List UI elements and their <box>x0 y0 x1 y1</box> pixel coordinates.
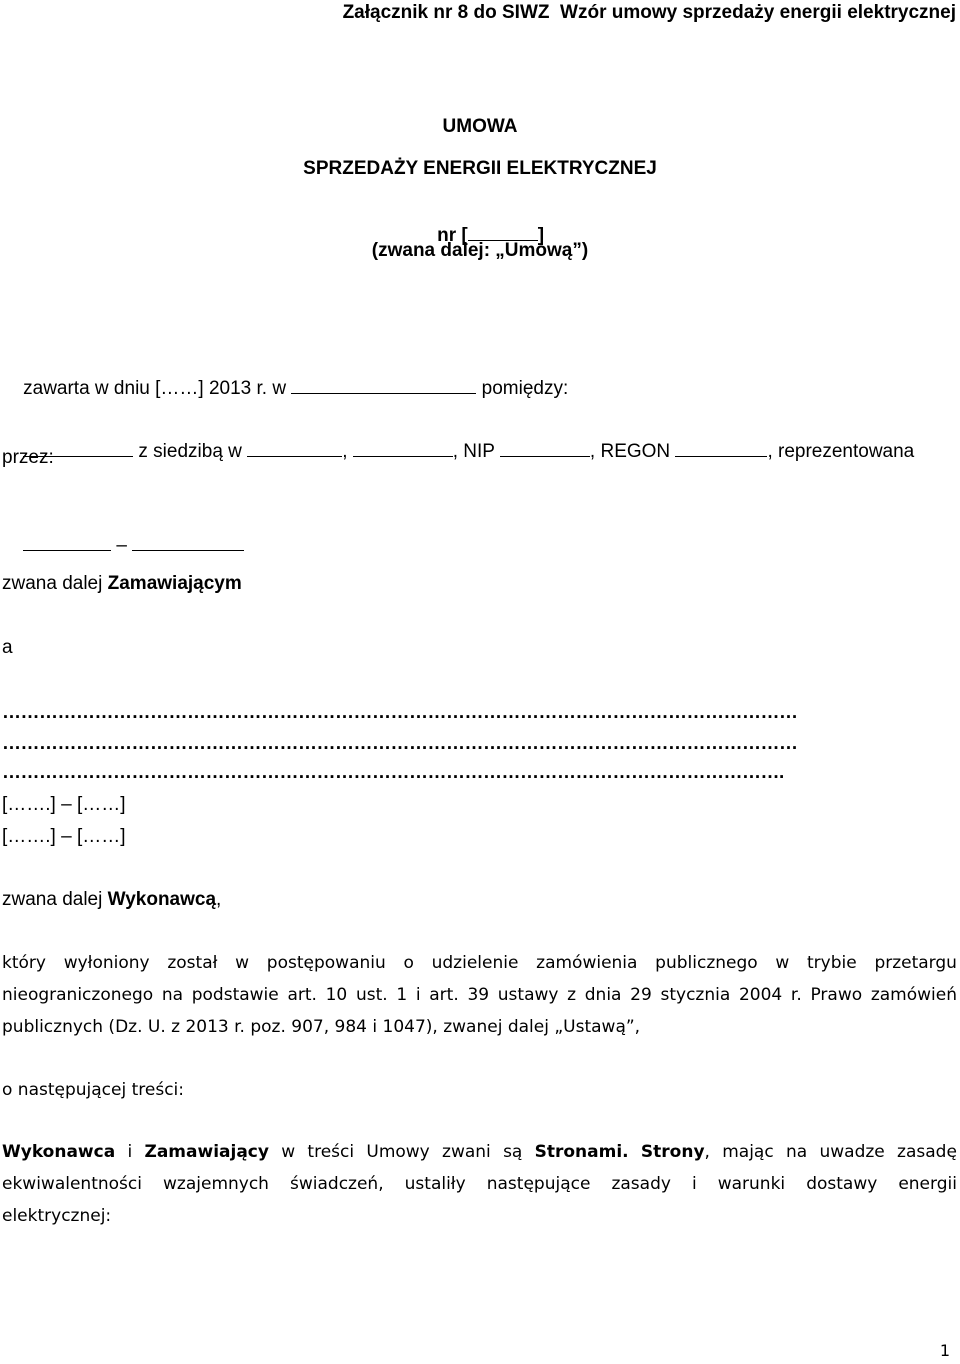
word: art. <box>287 985 317 1005</box>
contract-number-prefix: nr [ <box>437 225 468 246</box>
regon-blank <box>675 438 767 457</box>
contractor-dots-line-3: ………………………………………………………………………………………………………………. <box>2 762 784 783</box>
seat-blank <box>247 438 342 457</box>
parties-strony: Strony, <box>640 1142 710 1162</box>
nip-label: , NIP <box>452 441 495 462</box>
word: który <box>2 953 46 973</box>
contractor-representative-2: […….] – [……] <box>2 826 126 847</box>
word: ustaliły <box>404 1174 466 1194</box>
word: w <box>235 953 250 973</box>
word: warunki <box>717 1174 786 1194</box>
word: 39 <box>467 985 490 1005</box>
represented-by-label: przez: <box>2 447 54 468</box>
word: udzielenie <box>431 953 519 973</box>
orderer-alias: zwana dalej Zamawiającym <box>2 573 242 594</box>
word: trybie <box>807 953 857 973</box>
parties-orderer: Zamawiający <box>144 1142 269 1162</box>
page-number: 1 <box>939 1341 950 1360</box>
word: na <box>161 985 184 1005</box>
word: z <box>567 985 577 1005</box>
parties-term: Stronami. <box>534 1142 629 1162</box>
word: publicznego <box>655 953 758 973</box>
word: energii <box>898 1174 957 1194</box>
concluded-line <box>2 353 568 422</box>
word: 29 <box>630 985 652 1005</box>
representative-name-blank <box>23 532 111 551</box>
word: dnia <box>584 985 622 1005</box>
nip-blank <box>500 438 590 457</box>
word: 10 <box>325 985 348 1005</box>
contractor-dots-line-1: ………………………………………………………………………………………………………………… <box>2 702 798 723</box>
word: świadczeń, <box>290 1174 384 1194</box>
regon-label: , REGON <box>589 441 671 462</box>
word: ustawy <box>497 985 559 1005</box>
concluded-prefix: zawarta w dniu [……] 2013 r. w <box>23 378 287 399</box>
word: następujące <box>486 1174 591 1194</box>
word: wyłoniony <box>63 953 150 973</box>
contract-subject: SPRZEDAŻY ENERGII ELEKTRYCZNEJ <box>303 158 657 179</box>
paragraph-1-line-1 <box>2 953 957 973</box>
word: został <box>167 953 218 973</box>
word: ust. <box>355 985 388 1005</box>
word: stycznia <box>660 985 731 1005</box>
contractor-representative-1: […….] – [……] <box>2 794 126 815</box>
word: dostawy <box>806 1174 878 1194</box>
conjunction-a: a <box>2 637 13 658</box>
document-header-title: Załącznik nr 8 do SIWZ Wzór umowy sprzedaży energii elektrycznej <box>342 2 956 23</box>
paragraph-1-line-2 <box>2 985 957 1005</box>
word: postępowaniu <box>266 953 386 973</box>
word: zasady <box>611 1174 671 1194</box>
seat-comma: , <box>342 441 348 462</box>
parties-contractor: Wykonawca <box>2 1142 116 1162</box>
contract-number-blank <box>468 222 538 241</box>
word: art. <box>429 985 459 1005</box>
seat-label: z siedzibą w <box>138 441 242 462</box>
paragraph-3-line-1: Wykonawca i Zamawiający w treści Umowy zwani są Stronami. Strony, mając na uwadze zasadę <box>2 1142 957 1162</box>
orderer-details-line <box>2 416 914 485</box>
word: o <box>403 953 414 973</box>
word: wzajemnych <box>163 1174 269 1194</box>
address-blank <box>353 438 453 457</box>
contractor-dots-line-2: ………………………………………………………………………………………………………………… <box>2 733 798 754</box>
word: ekwiwalentności <box>2 1174 142 1194</box>
representative-line <box>2 510 244 579</box>
word: zamówienia <box>536 953 638 973</box>
contract-number-suffix: ] <box>537 225 545 246</box>
paragraph-3-line-2 <box>2 1174 957 1194</box>
contractor-alias: zwana dalej Wykonawcą, <box>2 889 222 910</box>
orderer-alias-name: Zamawiającym <box>107 573 242 594</box>
word: r. <box>790 985 802 1005</box>
word: 2004 <box>738 985 783 1005</box>
word: Prawo <box>810 985 863 1005</box>
place-blank <box>291 375 476 394</box>
word: 1 <box>396 985 408 1005</box>
representative-role-blank <box>132 532 244 551</box>
represented-label: , reprezentowana <box>767 441 915 462</box>
paragraph-2: o następującej treści: <box>2 1080 185 1100</box>
contract-alias: (zwana dalej: „Umową”) <box>371 240 589 261</box>
concluded-suffix: pomiędzy: <box>481 378 569 399</box>
contract-title: UMOWA <box>442 116 518 137</box>
contractor-alias-name: Wykonawcą <box>107 889 217 910</box>
word: przetargu <box>874 953 957 973</box>
paragraph-1-line-3: publicznych (Dz. U. z 2013 r. poz. 907, 984 i 1047), zwanej dalej „Ustawą”, <box>2 1017 641 1037</box>
word: nieograniczonego <box>2 985 154 1005</box>
representative-dash: – <box>116 535 127 556</box>
word: i <box>691 1174 697 1194</box>
word: zamówień <box>870 985 957 1005</box>
word: i <box>415 985 421 1005</box>
word: w <box>775 953 790 973</box>
word: podstawie <box>191 985 279 1005</box>
paragraph-3-line-3: elektrycznej: <box>2 1206 112 1226</box>
